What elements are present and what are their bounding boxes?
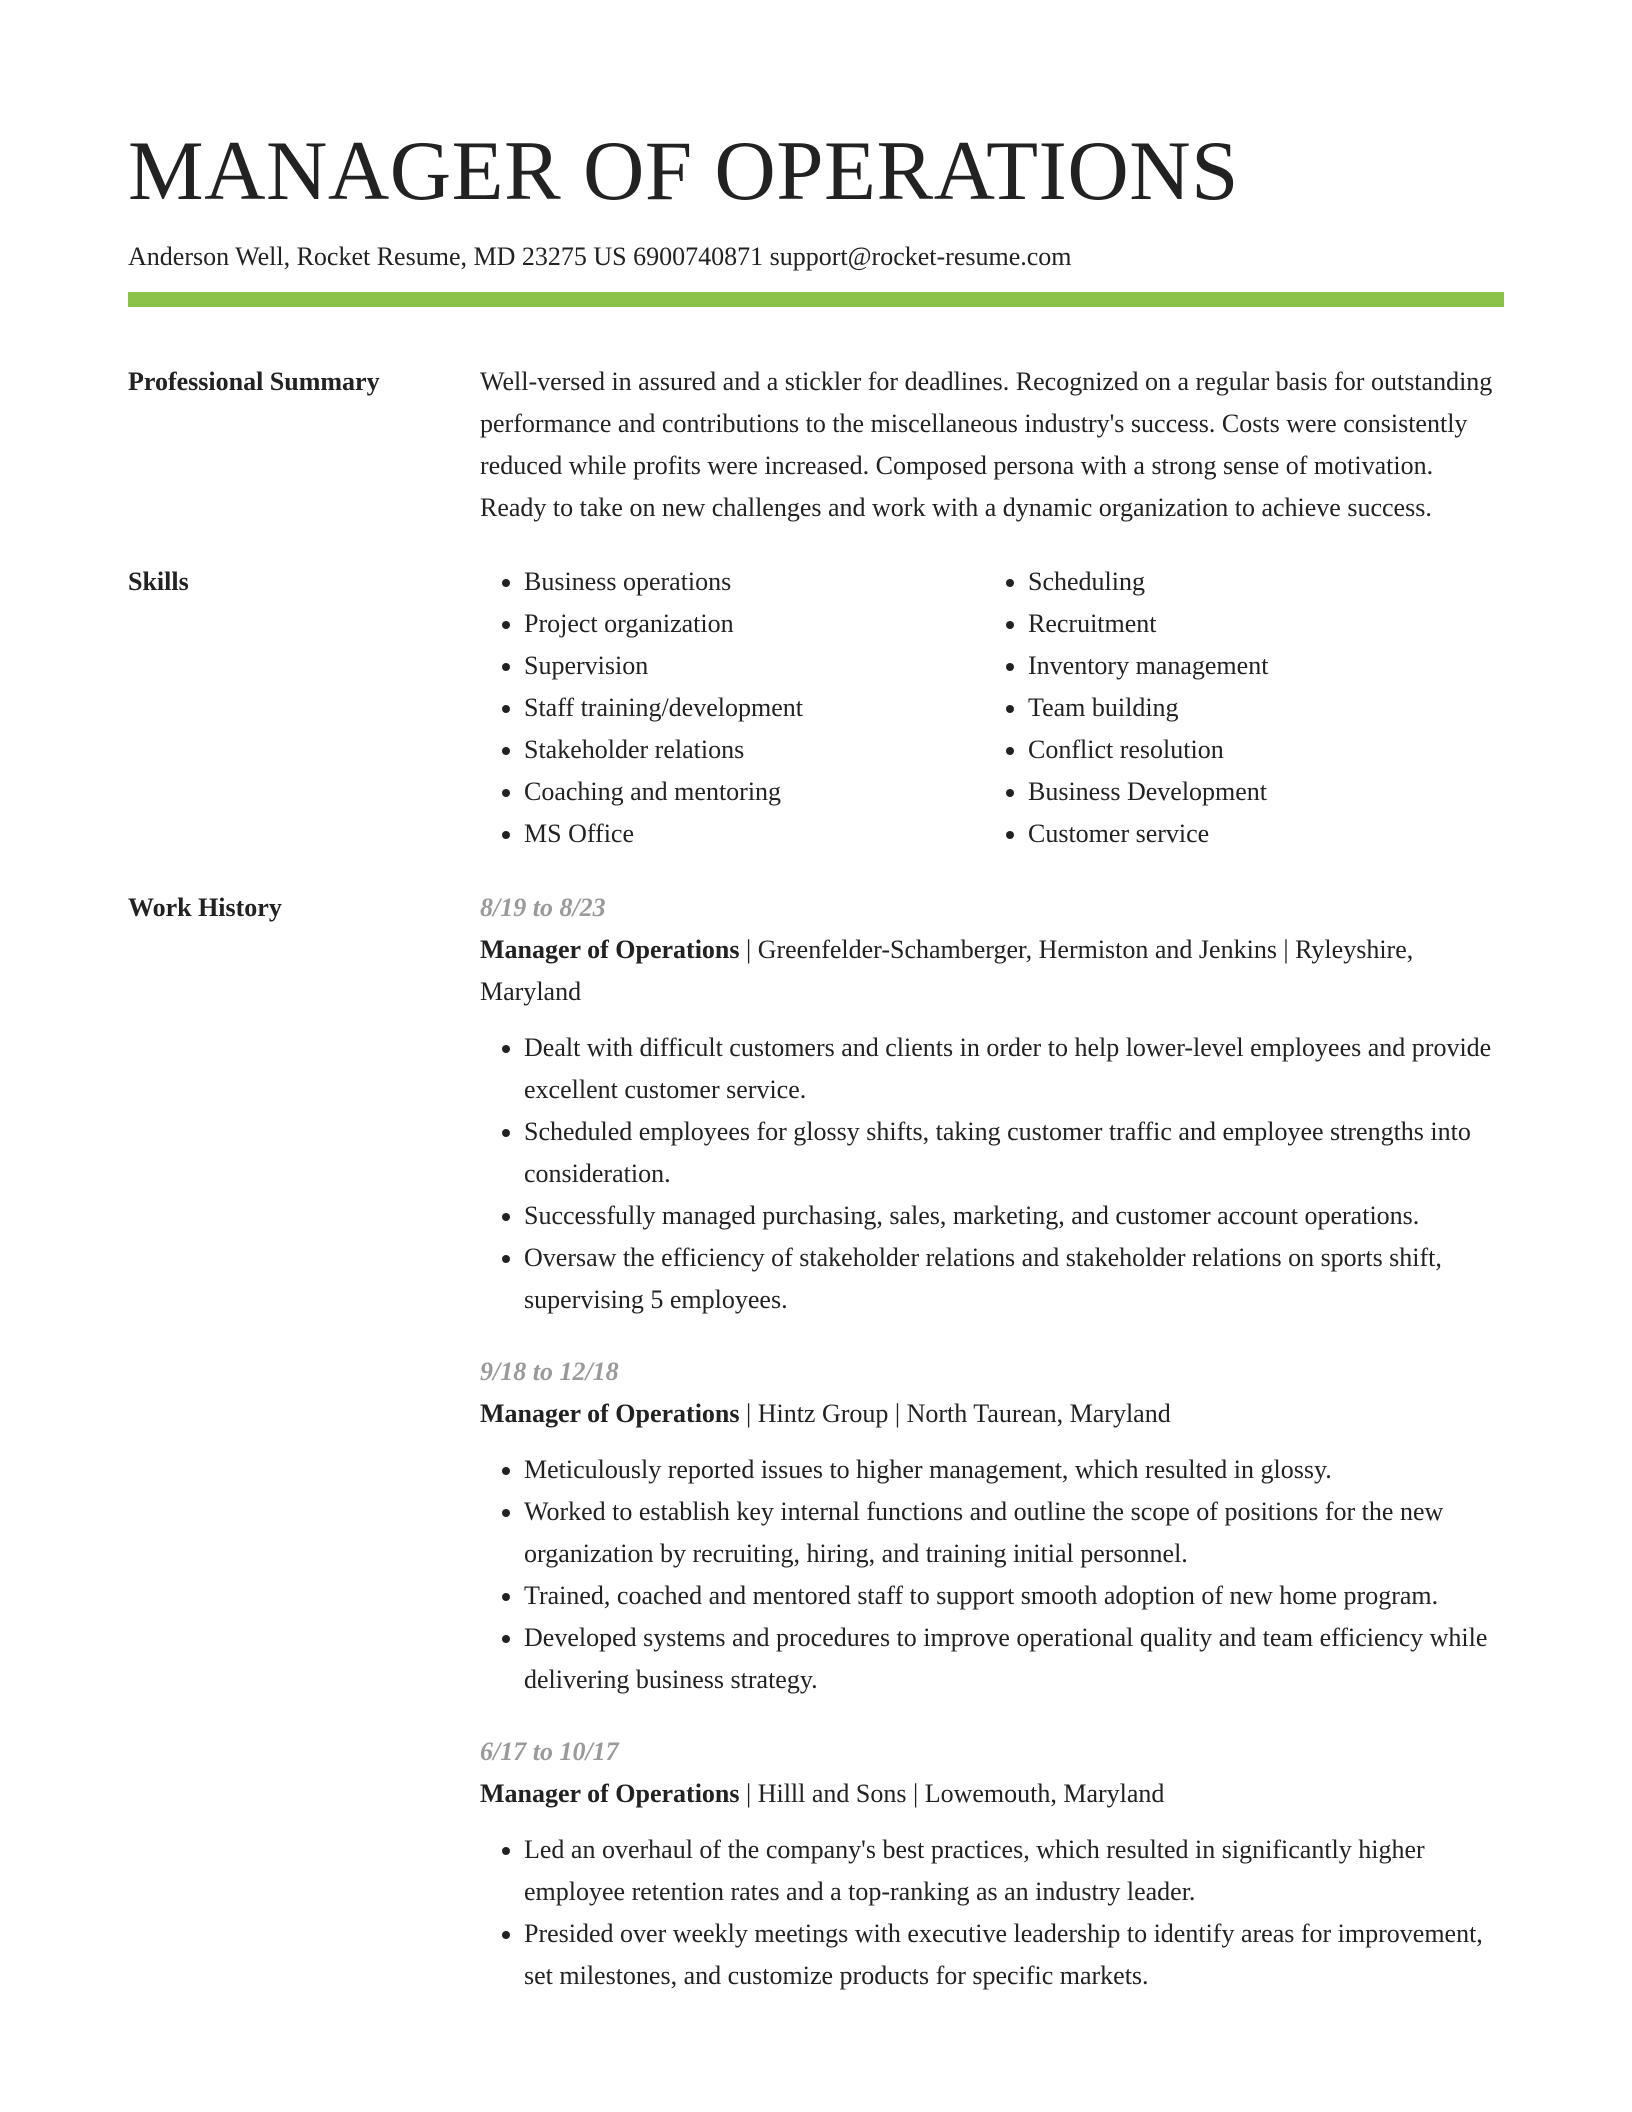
job-header	[480, 929, 1504, 1013]
job-title: Manager of Operations	[480, 1779, 740, 1808]
job-dates: 6/17 to 10/17	[480, 1737, 619, 1766]
job-bullet: • Presided over weekly meetings with executive leadership to identify areas for improvement, set milestones, and customize products for specific markets.	[524, 1913, 1504, 1997]
job-title: Manager of Operations	[480, 935, 740, 964]
work-history-section	[128, 887, 1504, 2027]
job-bullet: • Worked to establish key internal functions and outline the scope of positions for the new organization by recruiting, hiring, and training initial personnel.	[524, 1491, 1504, 1575]
job-dates: 8/19 to 8/23	[480, 893, 606, 922]
skill-item: • MS Office	[524, 813, 984, 855]
job-company-location: | Greenfelder-Schamberger, Hermiston and Jenkins | Ryleyshire, Maryland	[480, 935, 1414, 1006]
job-bullet: • Meticulously reported issues to higher management, which resulted in glossy.	[524, 1449, 1504, 1491]
section-label-work: Work History	[128, 893, 282, 922]
job-bullet: • Trained, coached and mentored staff to support smooth adoption of new home program.	[524, 1575, 1504, 1617]
contact-address: Anderson Well, Rocket Resume, MD 23275 US	[128, 242, 627, 271]
job-title: Manager of Operations	[480, 1399, 740, 1428]
job-header	[480, 1393, 1504, 1435]
contact-phone: 6900740871	[633, 242, 764, 271]
section-label-skills: Skills	[128, 567, 189, 596]
skills-list-right	[984, 561, 1488, 855]
skill-item: • Staff training/development	[524, 687, 984, 729]
skill-item: • Recruitment	[1028, 603, 1488, 645]
job-bullet: • Led an overhaul of the company's best practices, which resulted in significantly higher employee retention rates and a top-ranking as an industry leader.	[524, 1829, 1504, 1913]
job-entry	[480, 1351, 1504, 1701]
job-header	[480, 1773, 1504, 1815]
skill-item: • Business operations	[524, 561, 984, 603]
contact-line	[128, 240, 1504, 274]
skill-item: • Stakeholder relations	[524, 729, 984, 771]
job-bullet: • Successfully managed purchasing, sales, marketing, and customer account operations.	[524, 1195, 1504, 1237]
job-dates: 9/18 to 12/18	[480, 1357, 619, 1386]
skill-item: • Customer service	[1028, 813, 1488, 855]
accent-divider	[128, 292, 1504, 307]
skill-item: • Coaching and mentoring	[524, 771, 984, 813]
summary-text: Well-versed in assured and a stickler for deadlines. Recognized on a regular basis for outstanding performance and contributions to the miscellaneous industry's success. Costs were consistently reduced while profits were increased. Composed persona with a strong sense of motivation. Ready to take on new challenges and work with a dynamic organization to achieve success.	[480, 367, 1493, 522]
skill-item: • Supervision	[524, 645, 984, 687]
resume-title: MANAGER OF OPERATIONS	[128, 124, 1239, 218]
job-bullet: • Dealt with difficult customers and clients in order to help lower-level employees and provide excellent customer service.	[524, 1027, 1504, 1111]
resume-page	[128, 0, 1504, 2027]
skill-item: • Team building	[1028, 687, 1488, 729]
job-bullet: • Oversaw the efficiency of stakeholder relations and stakeholder relations on sports shift, supervising 5 employees.	[524, 1237, 1504, 1321]
skill-item: • Inventory management	[1028, 645, 1488, 687]
job-bullets	[480, 1027, 1504, 1321]
job-bullets	[480, 1449, 1504, 1701]
job-bullet: • Developed systems and procedures to improve operational quality and team efficiency while delivering business strategy.	[524, 1617, 1504, 1701]
skills-section	[128, 561, 1504, 855]
section-label-summary: Professional Summary	[128, 367, 380, 396]
skill-item: • Conflict resolution	[1028, 729, 1488, 771]
job-entry	[480, 887, 1504, 1321]
job-company-location: | Hilll and Sons | Lowemouth, Maryland	[739, 1779, 1165, 1808]
skills-list-left	[480, 561, 984, 855]
skill-item: • Project organization	[524, 603, 984, 645]
skill-item: • Business Development	[1028, 771, 1488, 813]
job-bullets	[480, 1829, 1504, 1997]
job-entry	[480, 1731, 1504, 1997]
professional-summary-section	[128, 361, 1504, 529]
job-bullet: • Scheduled employees for glossy shifts, taking customer traffic and employee strengths into consideration.	[524, 1111, 1504, 1195]
job-company-location: | Hintz Group | North Taurean, Maryland	[739, 1399, 1171, 1428]
contact-email: support@rocket-resume.com	[769, 242, 1072, 271]
skill-item: • Scheduling	[1028, 561, 1488, 603]
